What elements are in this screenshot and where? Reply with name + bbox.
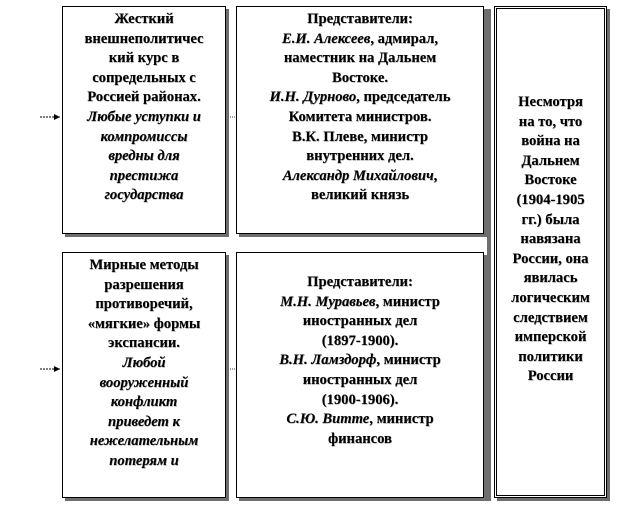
conclusion-line: России [527,368,574,385]
conclusion-line: (1904-1905 [516,191,585,208]
hard-policy-box [62,6,226,234]
arrow-bottom-left-icon [40,366,60,372]
peaceful-representative-line: иностранных дел [302,313,418,330]
peaceful-methods-line: разрешения [104,276,184,293]
hard-policy-line: государства [104,187,184,204]
hard-policy-representative-line: И.Н. Дурново, председатель [269,89,451,106]
conclusion-line: война на [521,133,580,150]
peaceful-representatives-box [236,252,484,498]
hard-policy-line: Любые уступки и [87,108,201,125]
conclusion-line: явилась [523,270,578,287]
peaceful-methods-box [62,252,226,498]
peaceful-methods-line: конфликт [110,394,178,411]
peaceful-methods-text [67,256,221,472]
peaceful-methods-line: экспансии. [108,335,180,352]
peaceful-representative-line: С.Ю. Витте, министр [286,411,434,428]
peaceful-representatives-list [241,293,479,450]
conclusion-line: Дальнем [521,152,580,169]
hard-policy-line: вредны для [108,148,180,165]
hard-policy-line: Россией районах. [87,89,201,106]
conclusion-line: на то, что [518,113,583,130]
representatives-title: Представители: [307,11,413,27]
representative-name: М.Н. Муравьев [280,293,376,310]
peaceful-methods-line: вооруженный [99,374,189,391]
conclusion-line: гг.) была [521,211,580,228]
hard-policy-text [67,10,221,206]
conclusion-line: логическим [511,289,590,306]
peaceful-methods-line: Любой [122,354,166,371]
peaceful-methods-line: «мягкие» формы [87,315,201,332]
conclusion-line: имперской [514,329,587,346]
peaceful-representative-line: (1897-1900). [321,332,399,349]
peaceful-methods-line: нежелательным [89,433,199,450]
hard-policy-line: внешнеполитичес [84,30,204,47]
conclusion-line: следствием [513,309,588,326]
conclusion-line: Несмотря [518,94,583,110]
conclusion-box [494,6,607,498]
peaceful-methods-line: противоречий, [95,296,193,313]
hard-policy-representative-line: В.К. Плеве, министр [291,128,429,145]
peaceful-representative-line: иностранных дел [302,371,418,388]
arrow-top-left-icon [40,114,60,120]
conclusion-line: Востоке [524,172,577,189]
hard-policy-representative-line: Е.И. Алексеев, адмирал, [281,30,439,47]
hard-policy-representative-line: Александр Михайлович, [282,167,438,184]
peaceful-representative-line: М.Н. Муравьев, министр [280,293,440,310]
conclusion-line: навязана [520,231,581,248]
conclusion-text [497,93,604,387]
conclusion-line: России, она [512,250,589,267]
representative-name: Е.И. Алексеев [281,30,371,47]
hard-policy-representative-line: Востоке. [332,69,388,86]
big-arrow-shadow [487,9,491,501]
representative-name: В.Н. Ламздорф [279,352,377,369]
peaceful-methods-line: Мирные методы [89,257,199,273]
hard-policy-representative-line: великий князь [310,187,410,204]
peaceful-representative-line: В.Н. Ламздорф, министр [279,352,441,369]
peaceful-methods-line: потерям и [109,452,179,469]
hard-policy-representative-line: наместник на Дальнем [283,50,437,67]
peaceful-representative-line: финансов [328,430,392,447]
hard-policy-line: кий курс в [108,50,180,67]
representative-name: Александр Михайлович [282,167,434,184]
hard-policy-line: сопредельных с [92,69,196,86]
hard-policy-line: престижа [109,167,179,184]
representatives-title: Представители: [307,274,413,290]
hard-policy-representatives-list [241,30,479,206]
hard-policy-representatives-box [236,6,484,234]
representative-name: С.Ю. Витте [286,411,370,428]
hard-policy-line: Жесткий [114,11,174,27]
peaceful-representative-line: (1900-1906). [321,391,399,408]
hard-policy-representative-line: внутренних дел. [306,148,414,165]
conclusion-line: политики [518,348,583,365]
hard-policy-representative-line: Комитета министров. [288,108,432,125]
peaceful-methods-line: приведет к [108,413,180,430]
hard-policy-line: компромиссы [100,128,188,145]
representative-name: И.Н. Дурново [269,89,357,106]
